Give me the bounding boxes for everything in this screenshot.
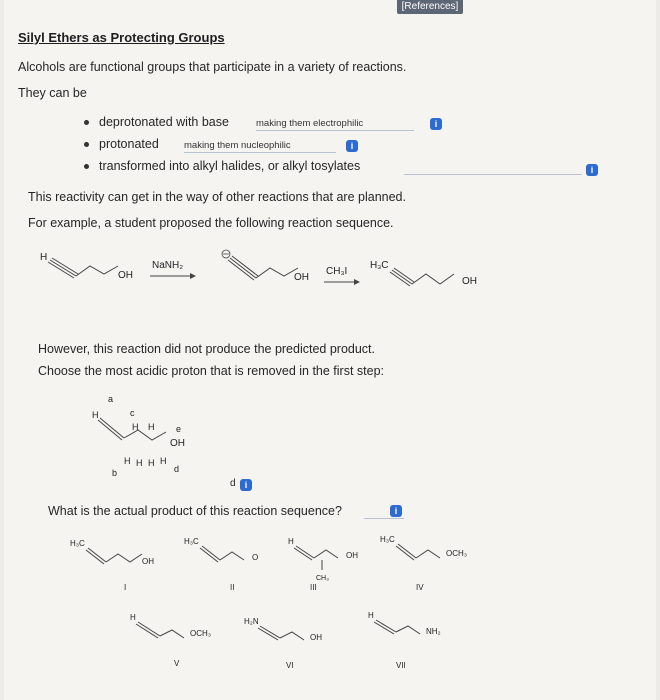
bullet-3 <box>84 159 360 173</box>
start-h-label: H <box>40 252 48 263</box>
info-icon[interactable]: i <box>346 140 358 152</box>
choice-v[interactable] <box>130 613 211 668</box>
product-oh-label: OH <box>462 276 477 287</box>
answer-field-3[interactable] <box>404 174 582 175</box>
question2-answer-field[interactable] <box>364 518 404 519</box>
assignment-page <box>4 0 656 700</box>
bullet-dot <box>84 164 89 169</box>
atom-h: H <box>148 458 155 468</box>
choice-v-numeral: V <box>174 659 180 668</box>
bullet-2-text: protonated <box>99 137 159 151</box>
choice-iii-left: H <box>288 537 294 546</box>
info-icon[interactable]: i <box>430 118 442 130</box>
choice-vi-right: OH <box>310 633 322 642</box>
label-d: d <box>174 464 180 474</box>
choice-i-numeral: I <box>124 583 127 592</box>
atom-h: H <box>124 456 131 466</box>
atom-h: H <box>160 456 167 466</box>
choice-i-right: OH <box>142 557 154 566</box>
section-title: Silyl Ethers as Protecting Groups <box>18 30 225 45</box>
predicted-product <box>370 260 477 287</box>
product-h3c-label: H₃C <box>370 260 389 271</box>
reagent-2-label: CH₃I <box>326 266 348 277</box>
starting-alcohol <box>40 252 133 281</box>
choices-row-1 <box>4 528 656 598</box>
choice-vii[interactable] <box>368 611 441 670</box>
question1-line-1: However, this reaction did not produce the predicted product. <box>38 342 376 356</box>
choice-iv-numeral: IV <box>416 583 424 592</box>
bullet-2 <box>84 137 159 151</box>
info-icon[interactable]: i <box>390 505 402 517</box>
answer-field-2[interactable]: making them nucleophilic <box>184 140 336 153</box>
choice-vi-left: H₂N <box>244 617 259 626</box>
choice-i-left: H₃C <box>70 539 85 548</box>
choice-iii-sub: CH₃ <box>316 575 329 582</box>
intro-line-2: They can be <box>18 86 87 100</box>
para-line-2: For example, a student proposed the following reaction sequence. <box>28 216 394 230</box>
intro-line-1: Alcohols are functional groups that participate in a variety of reactions. <box>18 60 407 74</box>
bullet-1-text: deprotonated with base <box>99 115 229 129</box>
choice-vii-left: H <box>368 611 374 620</box>
choice-ii-left: H₃C <box>184 537 199 546</box>
choice-v-left: H <box>130 613 136 622</box>
bullet-dot <box>84 120 89 125</box>
label-b: b <box>112 468 118 478</box>
atom-oh: OH <box>170 438 185 449</box>
reaction-scheme <box>4 240 656 310</box>
reaction-arrow-1 <box>150 260 196 279</box>
bullet-1 <box>84 115 229 129</box>
bullet-3-text: transformed into alkyl halides, or alkyl tosylates <box>99 159 361 173</box>
question2-prompt: What is the actual product of this reaction sequence? <box>48 504 342 518</box>
atom-h: H <box>92 410 99 420</box>
info-icon[interactable]: i <box>240 479 252 491</box>
intermediate-oh-label: OH <box>294 272 309 283</box>
start-oh-label: OH <box>118 270 133 281</box>
choice-vi-numeral: VI <box>286 661 294 670</box>
reaction-arrow-2 <box>324 266 360 285</box>
choices-row-2 <box>4 606 656 700</box>
atom-h: H <box>132 422 139 432</box>
info-icon[interactable]: i <box>586 164 598 176</box>
choice-ii-right: O <box>252 553 259 562</box>
label-c: c <box>130 408 135 418</box>
choice-iv-left: H₃C <box>380 535 395 544</box>
choice-i[interactable] <box>70 539 154 592</box>
atom-h: H <box>148 422 155 432</box>
choice-iv[interactable] <box>380 535 467 592</box>
choice-ii-numeral: II <box>230 583 235 592</box>
label-a: a <box>108 394 114 404</box>
choice-iii-right: OH <box>346 551 358 560</box>
label-e: e <box>176 424 182 434</box>
choice-ii[interactable] <box>184 537 258 592</box>
choice-vii-right: NH₂ <box>426 627 441 636</box>
references-button[interactable]: [References] <box>397 0 463 14</box>
choice-iii[interactable] <box>288 537 358 592</box>
para-line-1: This reactivity can get in the way of other reactions that are planned. <box>28 190 406 204</box>
question1-answer[interactable]: d <box>230 478 236 489</box>
bullet-dot <box>84 142 89 147</box>
choice-v-right: OCH₃ <box>190 629 212 638</box>
proton-structure <box>74 390 214 490</box>
choice-iii-numeral: III <box>310 583 317 592</box>
atom-h: H <box>136 458 143 468</box>
question1-line-2: Choose the most acidic proton that is removed in the first step: <box>38 364 385 378</box>
choice-vi[interactable] <box>244 617 322 670</box>
answer-field-1[interactable]: making them electrophilic <box>256 118 414 131</box>
choice-iv-right: OCH₃ <box>446 549 468 558</box>
intermediate-alkoxide <box>222 250 309 283</box>
reagent-1-label: NaNH₂ <box>152 260 184 271</box>
choice-vii-numeral: VII <box>396 661 406 670</box>
